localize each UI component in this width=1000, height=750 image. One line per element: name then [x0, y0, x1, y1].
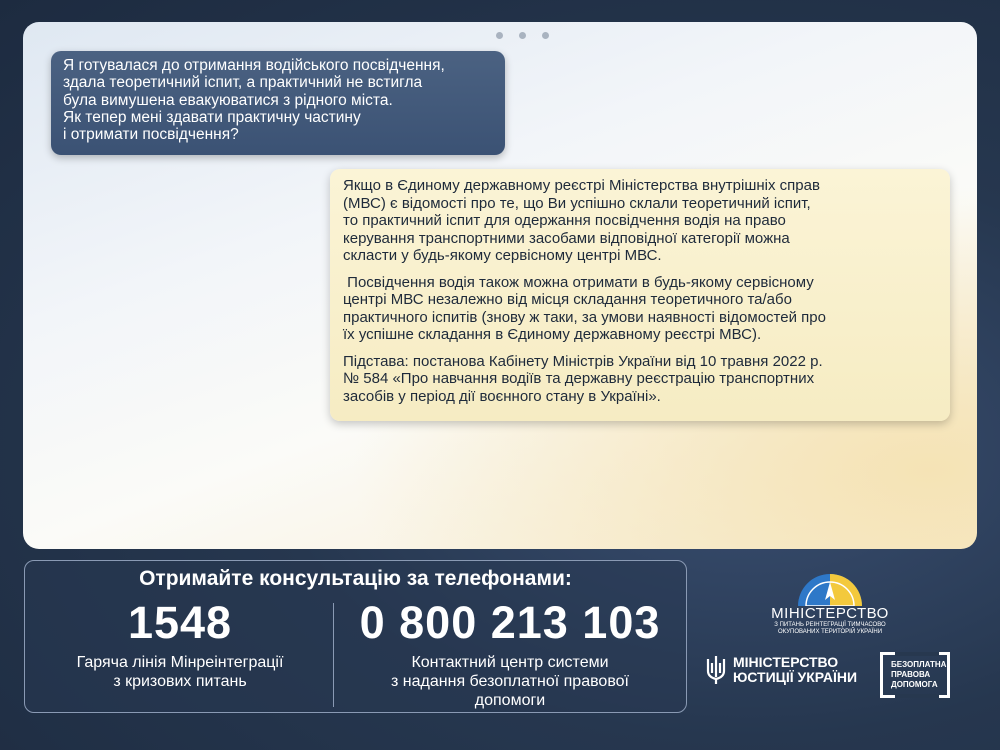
answer-paragraph-3 [343, 353, 936, 406]
answer-line: засобів у період дії воєнного стану в Україні». [343, 387, 661, 405]
contact-desc-line: допомоги [474, 692, 546, 709]
hotline-block [35, 597, 325, 691]
column-divider [333, 603, 334, 707]
contact-center-number[interactable]: 0 800 213 103 [359, 597, 661, 648]
hotline-number[interactable]: 1548 [127, 597, 233, 648]
question-line: була вимушена евакуюватися з рідного міста. [63, 91, 393, 109]
menu-dots-icon [496, 32, 549, 39]
answer-line: № 584 «Про навчання водіїв та державну реєстрацію транспортних [343, 370, 815, 387]
answer-line: центрі МВС незалежно від місця складання теоретичного та/або [343, 291, 792, 308]
minreintegration-sub: ОКУПОВАНИХ ТЕРИТОРІЙ УКРАЇНИ [777, 629, 883, 635]
contact-center-description [345, 653, 675, 710]
free-legal-aid-logo [880, 652, 950, 698]
question-line: Як тепер мені здавати практичну частину [63, 108, 361, 126]
answer-line: Посвідчення водія також можна отримати в будь-якому сервісному [343, 273, 814, 291]
justice-name-line: ЮСТИЦІЇ УКРАЇНИ [733, 669, 858, 685]
hotline-desc-line: з кризових питань [113, 673, 247, 690]
contact-desc-line: з надання безоплатної правової [391, 673, 629, 690]
minreintegration-name: МІНІСТЕРСТВО [771, 605, 889, 622]
answer-line: скласти у будь-якому сервісному центрі МВС. [343, 247, 662, 264]
answer-line: керування транспортними засобами відповідної категорії можна [343, 229, 790, 247]
justice-ministry-logo [705, 655, 857, 685]
question-bubble [51, 51, 505, 155]
answer-paragraph-2 [343, 274, 936, 344]
question-line: здала теоретичний іспит, а практичний не встигла [63, 74, 423, 92]
minreintegration-logo [770, 570, 890, 636]
legal-aid-line: БЕЗОПЛАТНА [891, 660, 947, 669]
legal-aid-line: ДОПОМОГА [891, 680, 938, 689]
contact-center-block [345, 597, 675, 710]
answer-line: Якщо в Єдиному державному реєстрі Міністерства внутрішніх справ [343, 177, 820, 194]
contact-desc-line: Контактний центр системи [411, 654, 609, 671]
question-line: Я готувалася до отримання водійського посвідчення, [63, 57, 445, 74]
answer-line: то практичний іспит для одержання посвідчення водія на право [343, 212, 786, 229]
answer-line: Підстава: постанова Кабінету Міністрів України від 10 травня 2022 р. [343, 352, 823, 370]
hotline-desc-line: Гаряча лінія Мінреінтеграції [76, 654, 284, 671]
minreintegration-emblem-icon [794, 570, 866, 606]
minreintegration-sub: З ПИТАНЬ РЕІНТЕГРАЦІЇ ТИМЧАСОВО [774, 622, 886, 628]
justice-name-line: МІНІСТЕРСТВО [733, 654, 839, 670]
legal-aid-line: ПРАВОВА [891, 670, 931, 679]
answer-line: їх успішне складання в Єдиному державному реєстрі МВС). [343, 326, 762, 343]
hotline-description [35, 653, 325, 691]
justice-ministry-name [733, 655, 857, 685]
answer-paragraph-1 [343, 177, 936, 265]
question-line: і отримати посвідчення? [63, 126, 239, 144]
answer-line: (МВС) є відомості про те, що Ви успішно склали теоретичний іспит, [343, 194, 811, 212]
trident-icon [705, 655, 727, 685]
consultation-panel [24, 560, 687, 713]
answer-line: практичного іспитів (знову ж таки, за умови наявності відомостей про [343, 308, 826, 326]
answer-bubble [330, 169, 950, 421]
consultation-title: Отримайте консультацію за телефонами: [139, 567, 572, 590]
chat-card [23, 22, 977, 549]
